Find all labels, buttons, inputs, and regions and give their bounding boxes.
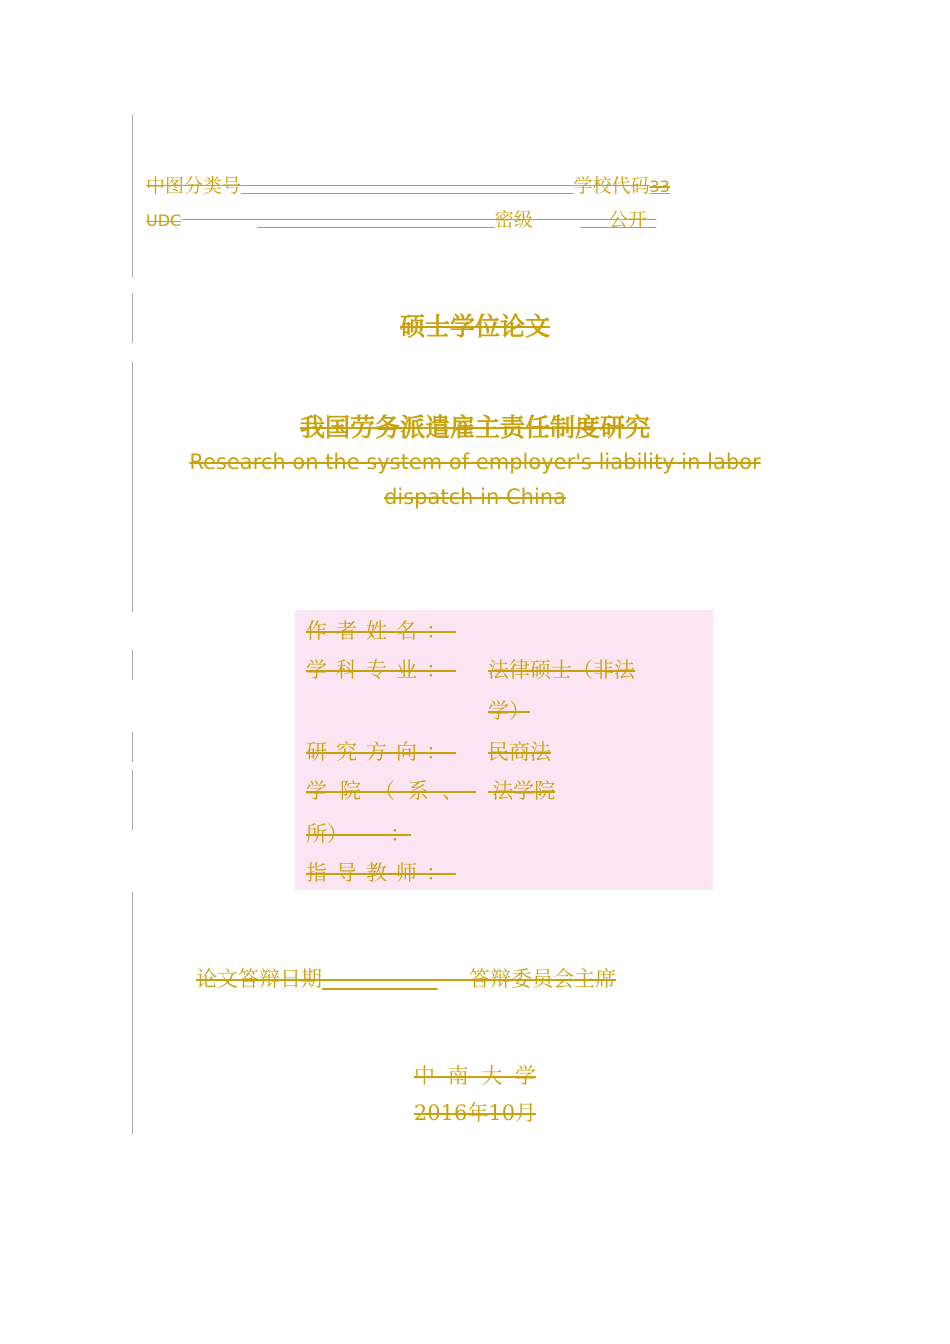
revision-bar xyxy=(132,650,133,680)
udc-label: UDC xyxy=(146,211,182,230)
submission-date: 2016年10月 xyxy=(413,1101,537,1125)
school-code-label: 学校代码 xyxy=(573,175,650,197)
degree-title: 硕士学位论文 xyxy=(399,312,550,341)
thesis-title-en-line1: Research on the system of employer's liability in labor xyxy=(189,450,761,474)
classification-blank xyxy=(241,175,574,197)
school-code-value: 33 xyxy=(649,177,670,196)
revision-bar xyxy=(132,115,133,277)
revision-bar xyxy=(132,770,133,830)
major-value-line1: 法律硕士（非法 xyxy=(488,658,635,682)
advisor-label: 指导教师： xyxy=(306,861,456,885)
defense-date-blank xyxy=(322,967,438,991)
thesis-title-zh: 我国劳务派遣雇主责任制度研究 xyxy=(299,413,650,442)
defense-date-label: 论文答辩日期 xyxy=(196,967,322,991)
college-label-line1: 学院（系、 xyxy=(306,779,476,803)
research-direction-label: 研究方向： xyxy=(306,740,456,764)
author-name-label: 作者姓名： xyxy=(306,619,456,643)
major-label: 学科专业： xyxy=(306,658,456,682)
college-value: 法学院 xyxy=(492,779,556,803)
committee-chair-label: 答辩委员会主席 xyxy=(469,967,616,991)
college-label-line2: 所） ： xyxy=(306,822,411,846)
thesis-title-en-line2: dispatch in China xyxy=(384,485,566,509)
secrecy-label: 密级 xyxy=(494,209,533,231)
classification-number-line xyxy=(146,171,670,198)
revision-bar xyxy=(132,732,133,762)
udc-blank xyxy=(257,209,495,231)
secrecy-value: 公开 xyxy=(608,209,647,231)
university-name: 中 南 大 学 xyxy=(413,1064,537,1088)
research-direction-value: 民商法 xyxy=(488,740,551,764)
defense-line xyxy=(196,963,616,993)
major-value-line2: 学） xyxy=(488,699,530,723)
classification-label: 中图分类号 xyxy=(146,175,242,197)
udc-line xyxy=(146,205,656,232)
